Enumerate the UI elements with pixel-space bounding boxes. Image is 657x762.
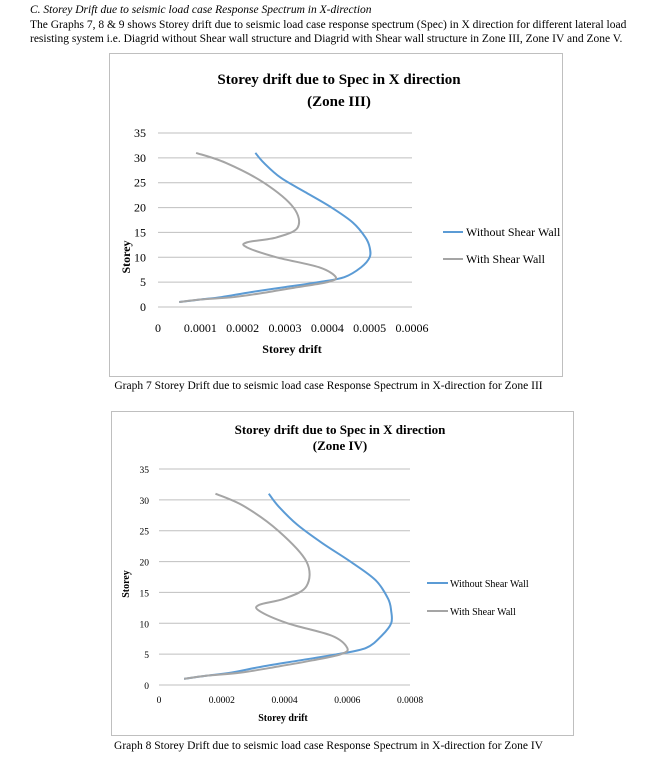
x-tick-label: 0.0004: [310, 321, 344, 335]
series-line-without-shear-wall: [184, 494, 392, 679]
y-tick-label: 0: [140, 300, 146, 314]
legend-without-label: Without Shear Wall: [466, 225, 561, 239]
legend: [443, 225, 561, 266]
section-heading: C. Storey Drift due to seismic load case Response Spectrum in X-direction: [30, 4, 372, 16]
legend: [427, 579, 529, 618]
y-tick-label: 20: [139, 558, 149, 569]
y-tick-label: 5: [140, 275, 146, 290]
y-tick-label: 30: [139, 496, 149, 507]
y-axis-label: Storey: [119, 240, 133, 274]
x-tick-label: 0: [155, 321, 161, 335]
intro-paragraph: The Graphs 7, 8 & 9 shows Storey drift due to seismic load case response spectrum (Spec) in X direction for different lateral load resisting system i.e. Diagrid without Shear wall structure and Diagrid with Shear wall structure in Zone III, Zone IV and Zone V.: [30, 19, 627, 45]
caption-graph-7: Graph 7 Storey Drift due to seismic load case Response Spectrum in X-direction for Zone III: [114, 380, 543, 392]
y-tick-label: 15: [139, 589, 149, 600]
chart-zone-iv-frame: [111, 411, 574, 736]
chart-zone-iii: [110, 54, 562, 376]
y-tick-label: 30: [134, 150, 146, 165]
y-tick-label: 25: [139, 527, 149, 538]
x-tick-label: 0.0005: [353, 321, 387, 335]
y-tick-label: 20: [134, 200, 146, 215]
y-tick-label: 10: [139, 620, 149, 631]
x-tick-label: 0: [156, 696, 162, 706]
x-tick-label: 0.0006: [395, 321, 429, 335]
legend-without-label: Without Shear Wall: [450, 579, 529, 590]
chart-zone-iii-frame: [109, 53, 563, 377]
x-tick-label: 0.0002: [226, 321, 260, 335]
y-tick-label: 25: [134, 175, 146, 190]
x-axis-label: Storey drift: [262, 342, 322, 356]
chart-subtitle: (Zone III): [307, 94, 371, 110]
x-tick-label: 0.0003: [268, 321, 302, 335]
y-tick-label: 35: [134, 126, 146, 140]
series-line-with-shear-wall: [179, 153, 336, 302]
y-tick-label: 0: [144, 682, 149, 692]
y-tick-label: 5: [144, 651, 149, 662]
chart-subtitle: (Zone IV): [312, 438, 368, 453]
x-axis-label: Storey drift: [258, 713, 308, 724]
y-axis-label: Storey: [121, 570, 132, 598]
y-tick-label: 15: [134, 225, 146, 240]
series-line-with-shear-wall: [184, 494, 348, 679]
x-tick-label: 0.0004: [271, 696, 298, 706]
gridlines: [158, 133, 412, 307]
legend-with-label: With Shear Wall: [450, 607, 516, 618]
chart-zone-iv: [112, 412, 573, 735]
caption-graph-8: Graph 8 Storey Drift due to seismic load case Response Spectrum in X-direction for Zone IV: [114, 740, 543, 752]
x-tick-label: 0.0006: [334, 696, 361, 706]
x-tick-label: 0.0002: [208, 696, 235, 706]
chart-title: Storey drift due to Spec in X direction: [234, 422, 446, 437]
x-tick-label: 0.0001: [183, 321, 217, 335]
y-tick-label: 10: [134, 250, 146, 265]
chart-title: Storey drift due to Spec in X direction: [217, 72, 461, 88]
legend-with-label: With Shear Wall: [466, 252, 545, 266]
y-tick-label: 35: [139, 466, 149, 476]
series-line-without-shear-wall: [179, 153, 370, 302]
x-tick-label: 0.0008: [396, 696, 424, 706]
